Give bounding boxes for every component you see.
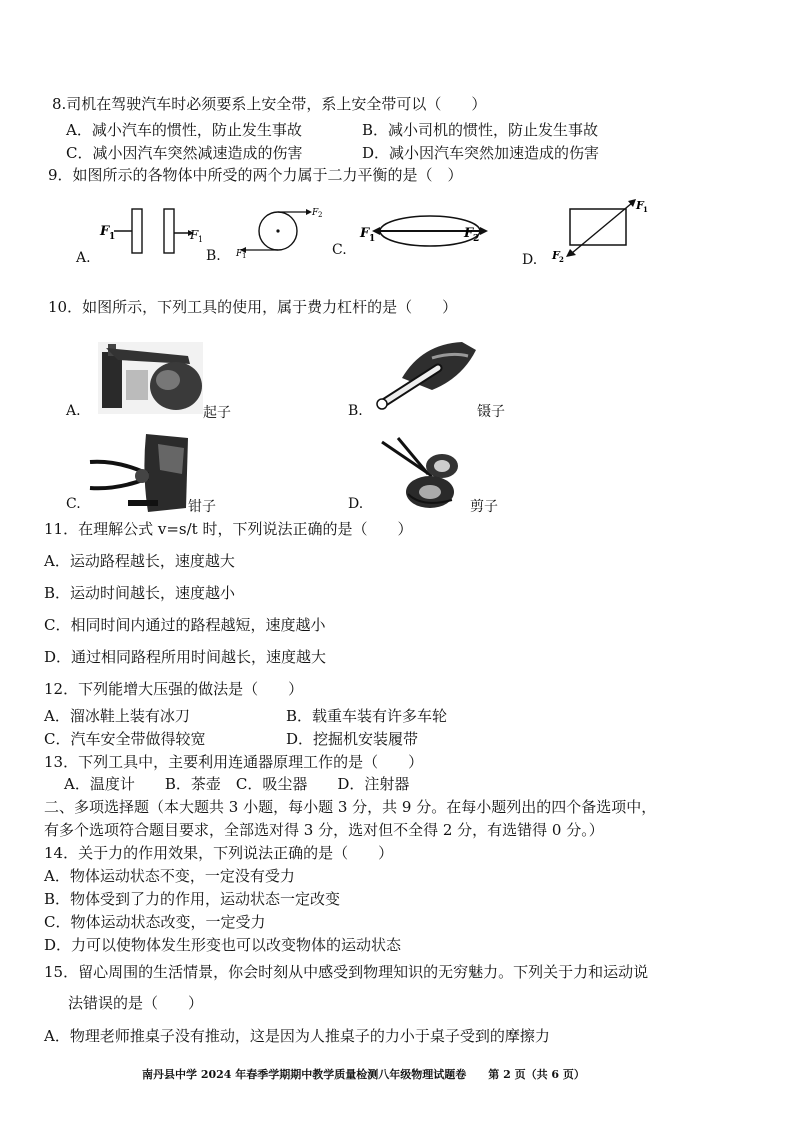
q12-option-c: C．汽车安全带做得较宽 bbox=[44, 730, 206, 748]
q8-option-a: A．减小汽车的惯性，防止发生事故 bbox=[66, 121, 302, 139]
svg-text:1: 1 bbox=[643, 205, 648, 214]
svg-text:F: F bbox=[100, 224, 110, 239]
q15-option-a: A．物理老师推桌子没有推动，这是因为人推桌子的力小于桌子受到的摩擦力 bbox=[44, 1027, 550, 1045]
section2-instructions-line2: 有多个选项符合题目要求，全部选对得 3 分，选对但不全得 2 分，有选错得 0 分。） bbox=[44, 821, 604, 839]
q10-caption-a: 起子 bbox=[203, 405, 231, 421]
svg-text:F: F bbox=[636, 199, 644, 212]
tweezers-photo bbox=[372, 338, 477, 414]
q9-label-c: C. bbox=[332, 242, 347, 258]
q8-stem: 8.司机在驾驶汽车时必须要系上安全带，系上安全带可以（ ） bbox=[52, 95, 487, 113]
svg-text:F: F bbox=[552, 249, 560, 262]
q9-label-d: D. bbox=[522, 252, 538, 268]
q10-caption-d: 剪子 bbox=[470, 499, 498, 515]
q9-diagram-c bbox=[359, 216, 488, 246]
q9-diagram-b bbox=[235, 208, 322, 260]
q8-option-c: C．减小因汽车突然减速造成的伤害 bbox=[66, 144, 303, 162]
q14-option-b: B．物体受到了力的作用，运动状态一定改变 bbox=[44, 890, 341, 908]
q10-caption-b: 镊子 bbox=[477, 404, 505, 420]
svg-text:2: 2 bbox=[559, 255, 564, 264]
q14-stem: 14．关于力的作用效果，下列说法正确的是（ ） bbox=[44, 844, 394, 862]
q9-stem: 9．如图所示的各物体中所受的两个力属于二力平衡的是（ ） bbox=[48, 166, 463, 184]
q11-option-a: A．运动路程越长，速度越大 bbox=[44, 552, 235, 570]
q12-option-d: D．挖掘机安装履带 bbox=[286, 730, 419, 748]
q9-force-diagrams bbox=[60, 195, 740, 270]
pliers-photo bbox=[88, 434, 188, 512]
svg-text:2: 2 bbox=[473, 234, 480, 244]
q10-stem: 10．如图所示，下列工具的使用，属于费力杠杆的是（ ） bbox=[48, 298, 458, 316]
svg-text:1: 1 bbox=[198, 235, 204, 244]
q15-stem-line2: 法错误的是（ ） bbox=[68, 994, 204, 1012]
q11-option-b: B．运动时间越长，速度越小 bbox=[44, 584, 236, 602]
q14-option-c: C．物体运动状态改变，一定受力 bbox=[44, 913, 266, 931]
page-footer: 南丹县中学 2024 年春季学期期中教学质量检测八年级物理试题卷 第 2 页（共 6 页） bbox=[142, 1068, 585, 1081]
q9-label-b: B. bbox=[206, 248, 221, 264]
q11-option-d: D．通过相同路程所用时间越长，速度越大 bbox=[44, 648, 327, 666]
q10-label-d: D. bbox=[348, 496, 364, 512]
q15-stem-line1: 15．留心周围的生活情景，你会时刻从中感受到物理知识的无穷魅力。下列关于力和运动说 bbox=[44, 963, 649, 981]
q9-label-a: A. bbox=[76, 250, 91, 266]
svg-text:F: F bbox=[360, 226, 370, 241]
section2-instructions-line1: 二、多项选择题（本大题共 3 小题，每小题 3 分，共 9 分。在每小题列出的四个备选项中， bbox=[44, 798, 657, 816]
q12-stem: 12．下列能增大压强的做法是（ ） bbox=[44, 680, 304, 698]
q12-option-b: B．载重车装有许多车轮 bbox=[286, 707, 448, 725]
q10-caption-c: 钳子 bbox=[188, 499, 216, 515]
svg-text:1: 1 bbox=[369, 234, 376, 244]
svg-text:F: F bbox=[464, 226, 474, 241]
q10-label-a: A. bbox=[66, 403, 81, 419]
q14-option-d: D．力可以使物体发生形变也可以改变物体的运动状态 bbox=[44, 936, 402, 954]
svg-text:1: 1 bbox=[242, 252, 247, 260]
scissors-photo bbox=[372, 434, 472, 512]
bottle-opener-photo bbox=[98, 342, 203, 414]
svg-text:F: F bbox=[312, 208, 319, 218]
svg-text:F: F bbox=[190, 228, 199, 242]
q11-option-c: C．相同时间内通过的路程越短，速度越小 bbox=[44, 616, 326, 634]
q10-label-b: B. bbox=[348, 403, 363, 419]
q13-options: A．温度计 B．茶壶 C．吸尘器 D．注射器 bbox=[64, 775, 410, 793]
q10-label-c: C. bbox=[66, 496, 81, 512]
svg-text:F: F bbox=[236, 249, 243, 259]
q8-option-d: D．减小因汽车突然加速造成的伤害 bbox=[362, 144, 600, 162]
svg-text:2: 2 bbox=[318, 211, 323, 219]
q13-stem: 13．下列工具中，主要利用连通器原理工作的是（ ） bbox=[44, 753, 424, 771]
q9-diagram-a bbox=[99, 209, 203, 253]
q14-option-a: A．物体运动状态不变，一定没有受力 bbox=[44, 867, 295, 885]
q9-diagram-d bbox=[551, 199, 648, 264]
q12-option-a: A．溜冰鞋上装有冰刀 bbox=[44, 707, 190, 725]
q8-option-b: B．减小司机的惯性，防止发生事故 bbox=[362, 121, 599, 139]
q11-stem: 11．在理解公式 v=s/t 时，下列说法正确的是（ ） bbox=[44, 520, 413, 538]
svg-text:1: 1 bbox=[109, 232, 116, 242]
